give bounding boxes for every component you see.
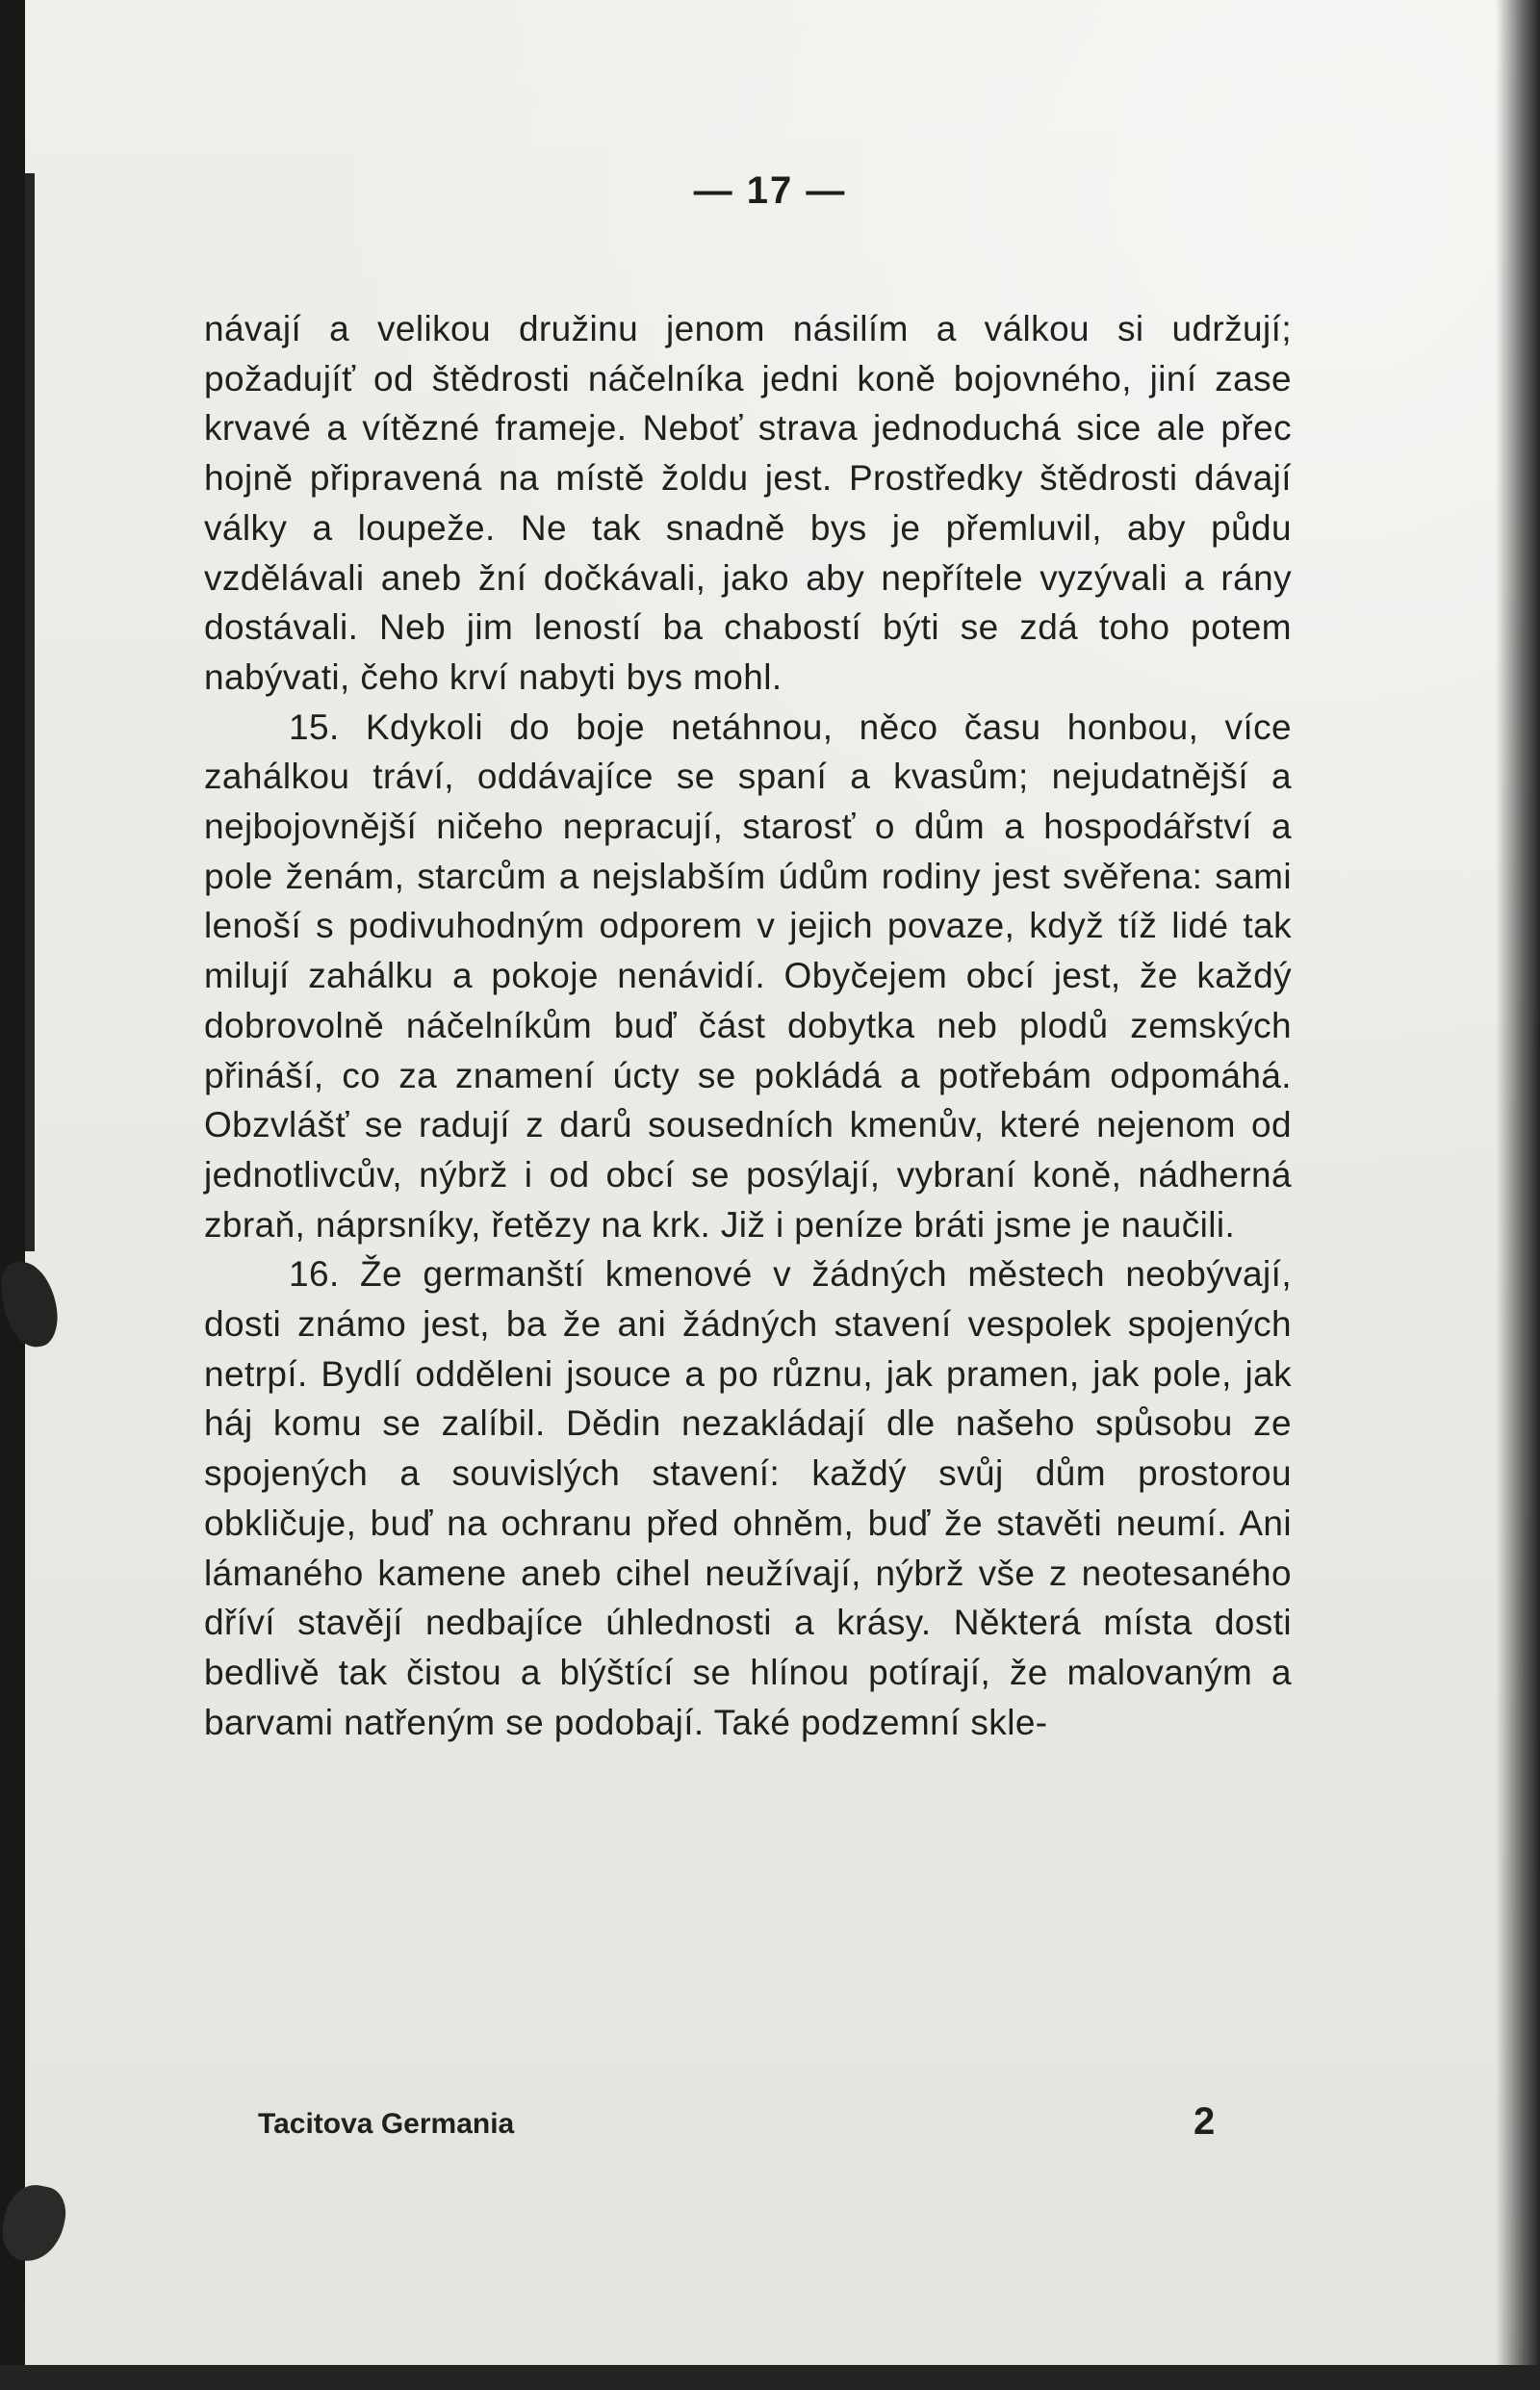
page-edge-shadow — [1496, 0, 1540, 2390]
signature-mark: 2 — [1194, 2100, 1216, 2143]
body-text — [204, 304, 1292, 1747]
paragraph-section-15: 15. Kdykoli do boje netáhnou, něco času honbou, více zahálkou tráví, oddávajíce se spaní a kvasům; nejudatnější a nejbojovnější ničeho nepracují, starosť o dům a hospodářství a pole ženám, starcům a nejslabším údům rodiny jest svěřena: sami lenoší s podivuhodným odporem v jejich povaze, když tíž lidé tak milují zahálku a pokoje nenávidí. Obyčejem obcí jest, že každý dobrovolně náčelníkům buď část dobytka neb plodů zemských přináší, co za znamení úcty se pokládá a potřebám odpomáhá. Obzvlášť se radují z darů sousedních kmenův, které nejenom od jednotlivcův, nýbrž i od obcí se posýlají, vybraní koně, nádherná zbraň, náprsníky, řetězy na krk. Již i peníze bráti jsme je naučili. — [204, 707, 1292, 1245]
paragraph: návají a velikou družinu jenom násilím a válkou si udržují; požadujíť od štědrosti náčelníka jedni koně bojovného, jiní zase krvavé a vítězné frameje. Neboť strava jednoduchá sice ale přec hojně připravená na místě žoldu jest. Prostředky štědrosti dávají války a loupeže. Ne tak snadně bys je přemluvil, aby půdu vzdělávali aneb žní dočkávali, jako aby nepřítele vyzývali a rány dostávali. Neb jim leností ba chabostí býti se zdá toho potem nabývati, čeho krví nabyti bys mohl. — [204, 309, 1292, 697]
paragraph-section-16: 16. Že germanští kmenové v žádných městech neobývají, dosti známo jest, ba že ani žádných stavení vespolek spojených netrpí. Bydlí odděleni jsouce a po různu, jak pramen, jak pole, jak háj komu se zalíbil. Dědin nezakládají dle našeho spůsobu ze spojených a souvislých stavení: každý svůj dům prostorou obkličuje, buď na ochranu před ohněm, buď že stavěti neumí. Ani lámaného kamene aneb cihel neužívají, nýbrž vše z neotesaného dříví stavějí nedbajíce úhlednosti a krásy. Některá místa dosti bedlivě tak čistou a blýštící se hlínou potírají, že malovaným a barvami natřeným se podobají. Také podzemní skle- — [204, 1254, 1292, 1742]
binding-shadow — [25, 173, 35, 1251]
running-footer-title: Tacitova Germania — [258, 2108, 515, 2140]
scan-bottom-edge — [0, 2365, 1540, 2390]
page-number: — 17 — — [693, 169, 847, 212]
scan-left-edge — [0, 0, 25, 2390]
